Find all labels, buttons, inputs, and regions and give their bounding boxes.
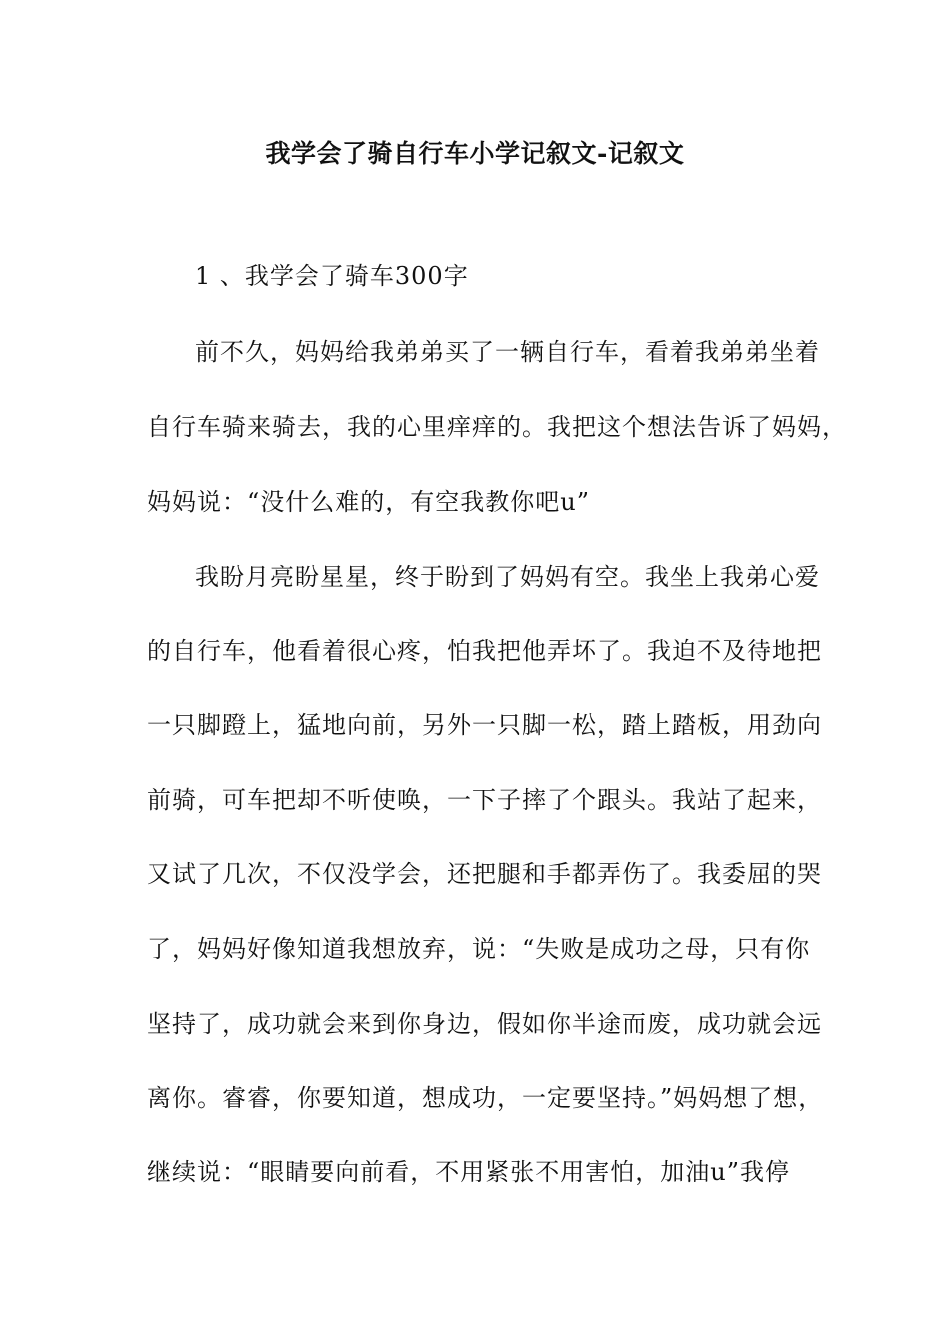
paragraph-line: 前不久，妈妈给我弟弟买了一辆自行车，看着我弟弟坐着 [195, 338, 820, 366]
section-heading: 1 、我学会了骑车300字 [195, 262, 469, 290]
document-title: 我学会了骑自行车小学记叙文-记叙文 [265, 139, 685, 168]
paragraph-line: 的自行车，他看着很心疼，怕我把他弄坏了。我迫不及待地把 [147, 637, 822, 665]
paragraph-line: 前骑，可车把却不听使唤，一下子摔了个跟头。我站了起来， [147, 786, 822, 814]
paragraph-line: 妈妈说：“没什么难的，有空我教你吧u” [147, 488, 590, 516]
paragraph-line: 自行车骑来骑去，我的心里痒痒的。我把这个想法告诉了妈妈， [147, 413, 847, 441]
paragraph-line: 又试了几次，不仅没学会，还把腿和手都弄伤了。我委屈的哭 [147, 860, 822, 888]
paragraph-line: 继续说：“眼睛要向前看，不用紧张不用害怕，加油u”我停 [147, 1158, 790, 1186]
paragraph-line: 一只脚蹬上，猛地向前，另外一只脚一松，踏上踏板，用劲向 [147, 711, 822, 739]
paragraph-line: 坚持了，成功就会来到你身边，假如你半途而废，成功就会远 [147, 1010, 822, 1038]
paragraph-line: 了，妈妈好像知道我想放弃，说：“失败是成功之母，只有你 [147, 935, 811, 963]
paragraph-line: 我盼月亮盼星星，终于盼到了妈妈有空。我坐上我弟心爱 [195, 563, 820, 591]
paragraph-line: 离你。睿睿，你要知道，想成功，一定要坚持。”妈妈想了想， [147, 1084, 824, 1112]
